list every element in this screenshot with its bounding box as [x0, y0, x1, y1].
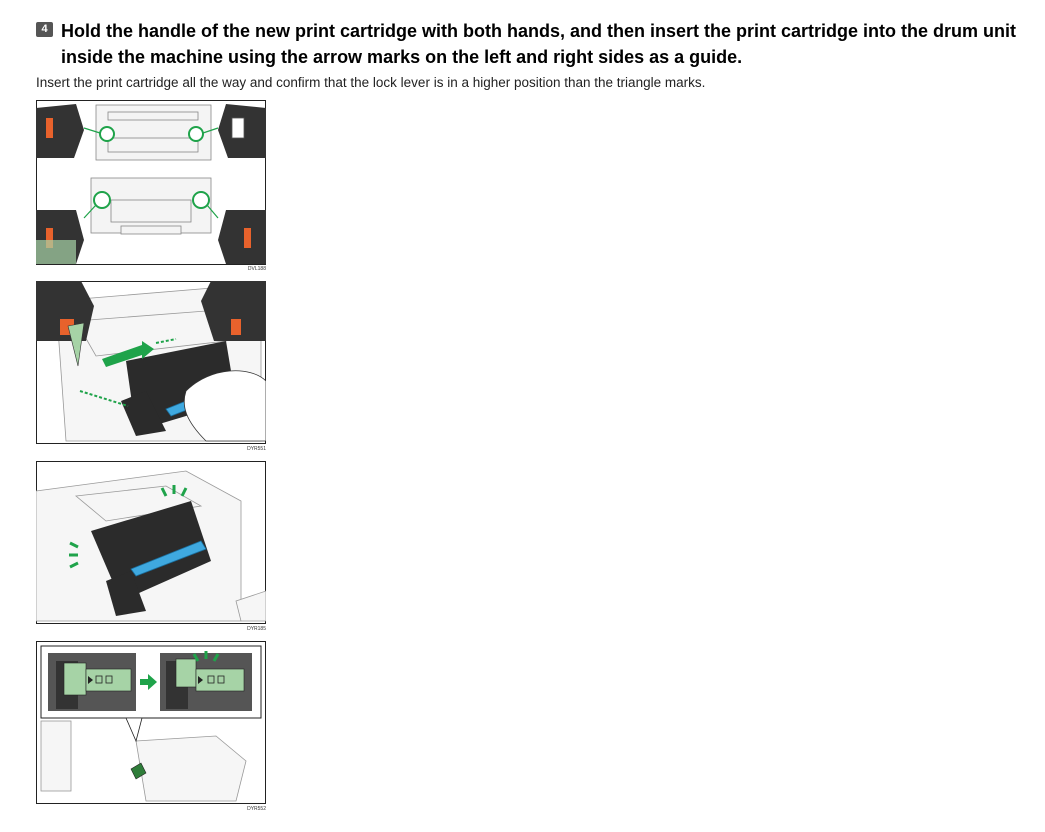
- figure-code: DVL188: [247, 266, 266, 272]
- figure-cartridge-seated: [36, 461, 266, 632]
- marker-icon: [231, 319, 241, 335]
- figure-lock-lever: [36, 641, 266, 812]
- lock-lever: [64, 663, 86, 695]
- figure-code: DYR551: [247, 446, 266, 452]
- figure-code: DYR185: [247, 626, 266, 632]
- step-description: Insert the print cartridge all the way and confirm that the lock lever is in a higher position than the triangle marks.: [36, 75, 706, 90]
- marker-icon: [244, 228, 251, 248]
- arrow-marks-illustration: [36, 100, 266, 265]
- marker-icon: [46, 118, 53, 138]
- figure-arrow-marks: [36, 100, 266, 272]
- figure-insert-cartridge: [36, 281, 266, 452]
- step-header: [36, 18, 1036, 70]
- figure-code: DYR552: [247, 806, 266, 812]
- cartridge-seated-illustration: [36, 461, 266, 624]
- step-number-badge: 4: [36, 22, 53, 37]
- lock-lever-illustration: [36, 641, 266, 804]
- step-title: Hold the handle of the new print cartridge with both hands, and then insert the print cartridge into the drum unit inside the machine using the arrow marks on the left and right sides as a guide.: [61, 21, 1017, 67]
- lock-lever: [176, 659, 196, 687]
- insert-cartridge-illustration: [36, 281, 266, 444]
